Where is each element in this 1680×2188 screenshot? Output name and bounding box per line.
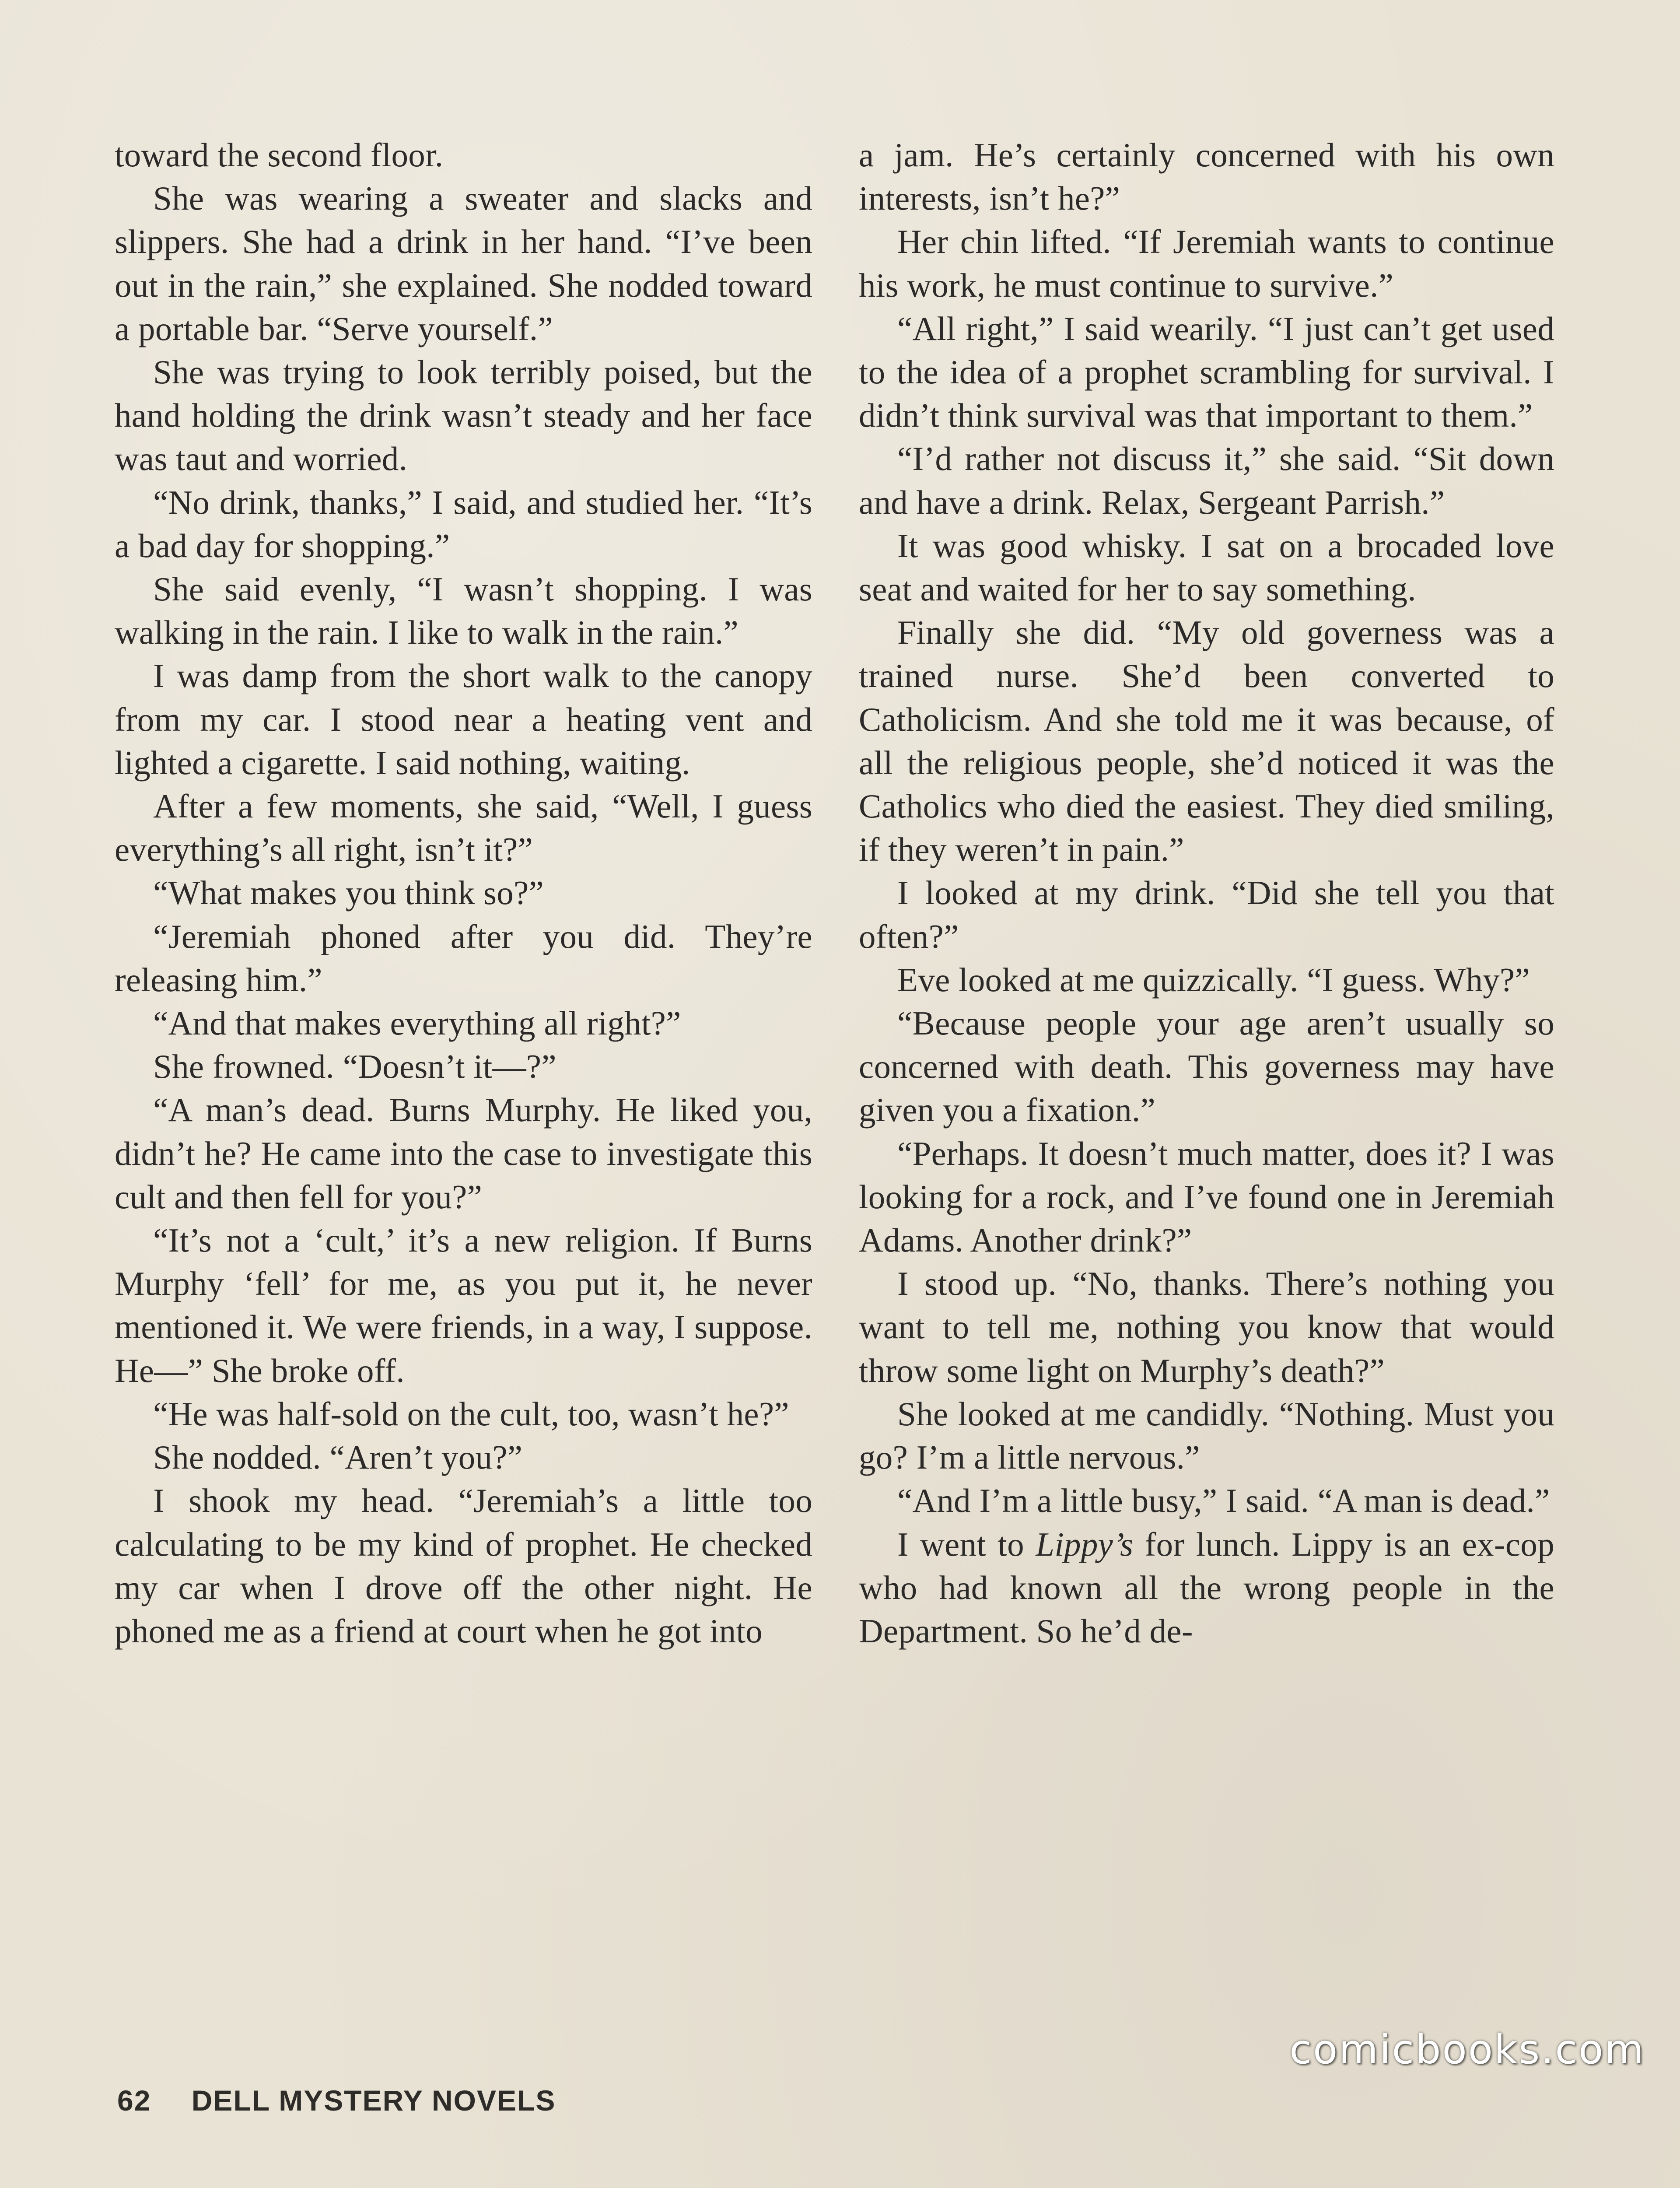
paragraph: I stood up. “No, thanks. There’s nothing you want to tell me, nothing you know that would throw some light on Murphy’s death?”: [859, 1265, 1554, 1389]
paragraph: toward the second floor.: [115, 136, 444, 174]
watermark: comicbooks.com: [1289, 2026, 1645, 2073]
paragraph: “And that makes everything all right?”: [153, 1004, 681, 1042]
paragraph: “And I’m a little busy,” I said. “A man is dead.”: [897, 1482, 1550, 1520]
paragraph: After a few moments, she said, “Well, I guess everything’s all right, isn’t it?”: [115, 787, 812, 869]
right-text-column: [859, 133, 1554, 1653]
page-number: 62: [117, 2084, 151, 2117]
paragraph: “What makes you think so?”: [153, 874, 544, 912]
paragraph: I was damp from the short walk to the canopy from my car. I stood near a heating vent and lighted a cigarette. I said nothing, waiting.: [115, 657, 812, 782]
paragraph: She was wearing a sweater and slacks and slippers. She had a drink in her hand. “I’ve been out in the rain,” she explained. She nodded toward a portable bar. “Serve yourself.”: [115, 179, 812, 347]
paragraph: “A man’s dead. Burns Murphy. He liked you, didn’t he? He came into the case to investigate this cult and then fell for you?”: [115, 1091, 812, 1216]
paragraph: a jam. He’s certainly concerned with his own interests, isn’t he?”: [859, 136, 1554, 217]
paragraph: [859, 1523, 1554, 1653]
paragraph: Finally she did. “My old governess was a trained nurse. She’d been converted to Catholicism. And she told me it was because, of all the religious people, she’d noticed it was the Catholics who died the easiest. They died smiling, if they weren’t in pain.”: [859, 614, 1554, 869]
paragraph: “Jeremiah phoned after you did. They’re releasing him.”: [115, 917, 812, 999]
paragraph: “Because people your age aren’t usually so concerned with death. This governess may have given you a fixation.”: [859, 1004, 1554, 1129]
page-footer: [117, 2084, 556, 2117]
italic-place-name: Lippy’s: [1036, 1525, 1134, 1563]
paragraph: She frowned. “Doesn’t it—?”: [153, 1048, 556, 1086]
paragraph: It was good whisky. I sat on a brocaded love seat and waited for her to say something.: [859, 526, 1554, 608]
paragraph-text: for lunch. Lippy is an ex-cop who had known all the wrong people in the Department. So he’d de-: [859, 1525, 1555, 1650]
left-text-column: [115, 133, 812, 1653]
paragraph: “It’s not a ‘cult,’ it’s a new religion. If Burns Murphy ‘fell’ for me, as you put it, he never mentioned it. We were friends, in a way, I suppose. He—” She broke off.: [115, 1221, 812, 1389]
paragraph: She looked at me candidly. “Nothing. Must you go? I’m a little nervous.”: [859, 1395, 1554, 1476]
paragraph-text: I went to: [897, 1525, 1036, 1563]
paragraph: I looked at my drink. “Did she tell you that often?”: [859, 874, 1554, 955]
publication-name: DELL MYSTERY NOVELS: [191, 2084, 556, 2117]
paragraph: “Perhaps. It doesn’t much matter, does it? I was looking for a rock, and I’ve found one in Jeremiah Adams. Another drink?”: [859, 1134, 1554, 1259]
paragraph: “No drink, thanks,” I said, and studied her. “It’s a bad day for shopping.”: [115, 483, 812, 565]
paragraph: She nodded. “Aren’t you?”: [153, 1438, 523, 1476]
paragraph: Eve looked at me quizzically. “I guess. Why?”: [897, 961, 1530, 999]
paragraph: “I’d rather not discuss it,” she said. “Sit down and have a drink. Relax, Sergeant Parrish.”: [859, 440, 1554, 521]
paragraph: “He was half-sold on the cult, too, wasn’t he?”: [153, 1395, 789, 1433]
paragraph: She was trying to look terribly poised, but the hand holding the drink wasn’t steady and her face was taut and worried.: [115, 353, 812, 478]
paragraph: Her chin lifted. “If Jeremiah wants to continue his work, he must continue to survive.”: [859, 223, 1554, 304]
paragraph: “All right,” I said wearily. “I just can’t get used to the idea of a prophet scrambling for survival. I didn’t think survival was that important to them.”: [859, 309, 1554, 435]
paragraph: I shook my head. “Jeremiah’s a little too calculating to be my kind of prophet. He checked my car when I drove off the other night. He phoned me as a friend at court when he got into: [115, 1482, 812, 1650]
paragraph: She said evenly, “I wasn’t shopping. I was walking in the rain. I like to walk in the rain.”: [115, 570, 812, 652]
